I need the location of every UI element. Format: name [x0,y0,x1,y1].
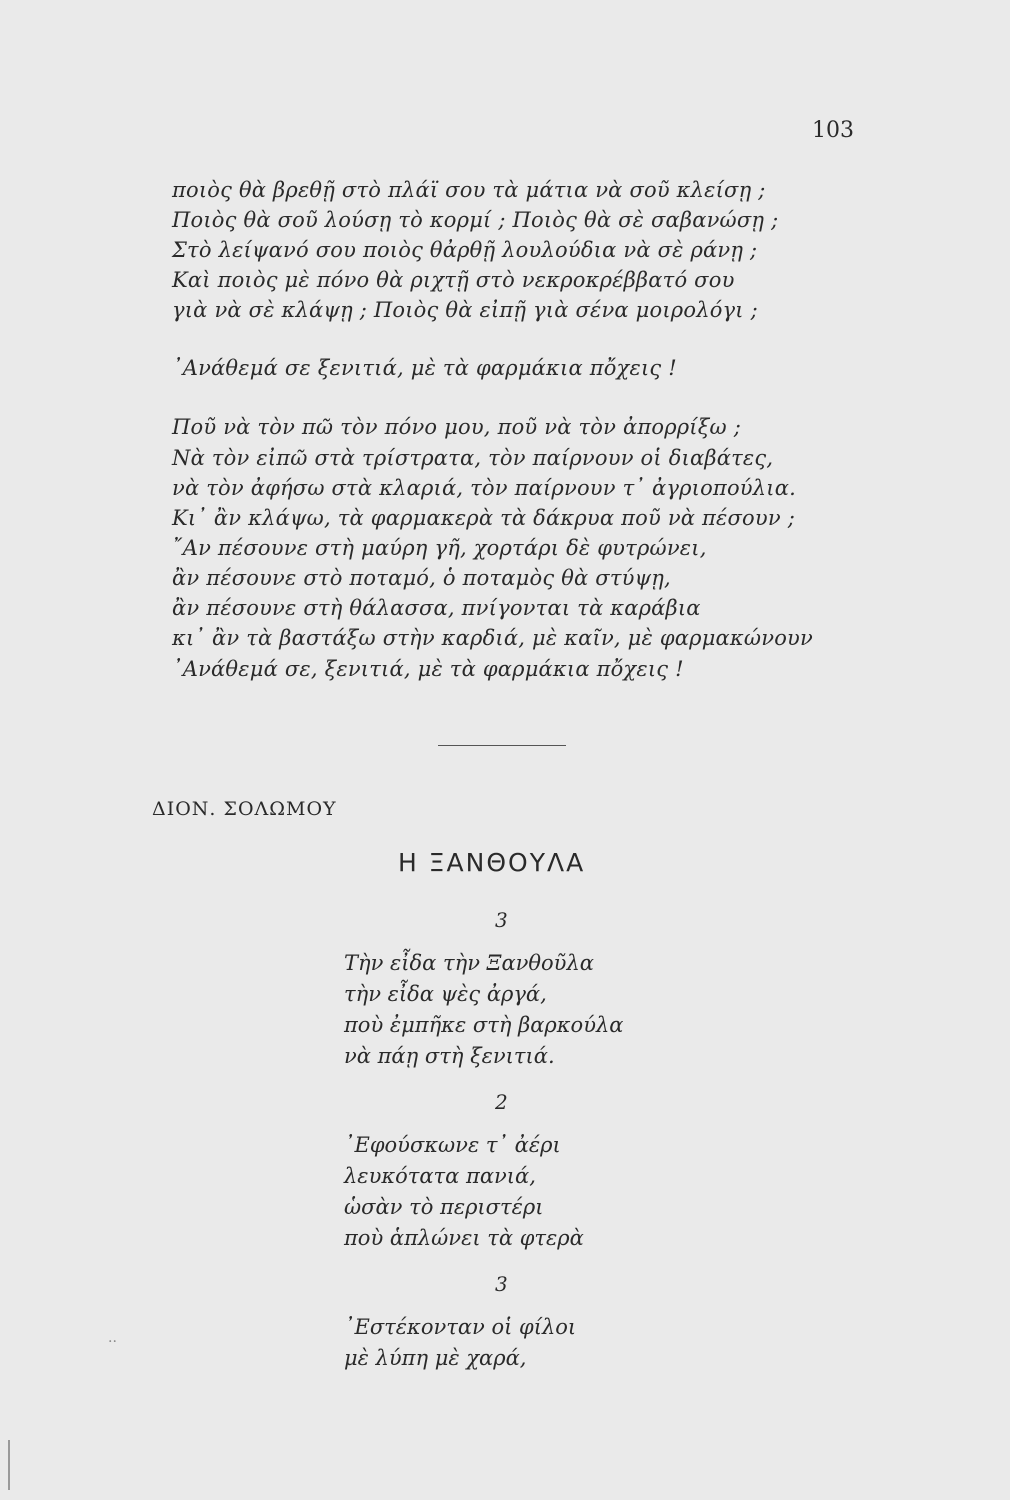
verse-line: ᾽Εφούσκωνε τ᾽ ἀέρι [344,1133,561,1157]
poem-line: κι᾽ ἂν τὰ βαστάξω στὴν καρδιά, μὲ καῖν, μὲ φαρμακώνουν [172,626,813,650]
poem-line: Κι᾽ ἂν κλάψω, τὰ φαρμακερὰ τὰ δάκρυα ποῦ νὰ πέσουν ; [172,506,795,530]
poem-title: Η ΞΑΝΘΟΥΛΑ [398,848,586,877]
section-divider [438,745,566,746]
verse-line: Τὴν εἶδα τὴν Ξανθοῦλα [344,951,594,975]
binding-edge-mark [8,1440,10,1490]
stanza-number: 3 [495,1272,508,1296]
verse-line: νὰ πάῃ στὴ ξενιτιά. [344,1044,555,1068]
poem-line: Στὸ λείψανό σου ποιὸς θἀρθῇ λουλούδια νὰ σὲ ράνῃ ; [172,238,758,262]
poem-line: Ποῦ νὰ τὸν πῶ τὸν πόνο μου, ποῦ νὰ τὸν ἀπορρίξω ; [172,415,741,439]
stanza-number: 2 [495,1090,508,1114]
poem-line: ἂν πέσουνε στὴ θάλασσα, πνίγονται τὰ καράβια [172,596,701,620]
author-name: ΔΙΟΝ. ΣΟΛΩΜΟΥ [152,798,337,820]
verse-line: ποὺ ἐμπῆκε στὴ βαρκούλα [344,1013,624,1037]
stanza-number: 3 [495,908,508,932]
verse-line: τὴν εἶδα ψὲς ἀργά, [344,982,547,1006]
poem-line: ἂν πέσουνε στὸ ποταμό, ὁ ποταμὸς θὰ στύψῃ, [172,566,671,590]
verse-line: ὡσὰν τὸ περιστέρι [344,1195,544,1219]
verse-line: ποὺ ἁπλώνει τὰ φτερὰ [344,1226,584,1250]
verse-line: λευκότατα πανιά, [344,1164,536,1188]
poem-line: ᾽Ανάθεμά σε ξενιτιά, μὲ τὰ φαρμάκια πὄχεις ! [172,356,677,380]
poem-line: Ποιὸς θὰ σοῦ λούσῃ τὸ κορμί ; Ποιὸς θὰ σὲ σαβανώσῃ ; [172,208,779,232]
margin-dots: .. [108,1330,117,1346]
poem-line: Καὶ ποιὸς μὲ πόνο θὰ ριχτῇ στὸ νεκροκρέββατό σου [172,268,735,292]
verse-line: μὲ λύπη μὲ χαρά, [344,1346,527,1370]
poem-line: ᾽Ανάθεμά σε, ξενιτιά, μὲ τὰ φαρμάκια πὄχεις ! [172,657,684,681]
page-number: 103 [812,118,854,143]
poem-line: ποιὸς θὰ βρεθῇ στὸ πλάϊ σου τὰ μάτια νὰ σοῦ κλείσῃ ; [172,178,766,202]
verse-line: ᾽Εστέκονταν οἱ φίλοι [344,1315,577,1339]
poem-line: ῎Αν πέσουνε στὴ μαύρη γῆ, χορτάρι δὲ φυτρώνει, [172,536,707,560]
poem-line: γιὰ νὰ σὲ κλάψῃ ; Ποιὸς θὰ εἰπῇ γιὰ σένα μοιρολόγι ; [172,298,758,322]
poem-line: νὰ τὸν ἀφήσω στὰ κλαριά, τὸν παίρνουν τ᾽ ἀγριοπούλια. [172,476,796,500]
poem-line: Νὰ τὸν εἰπῶ στὰ τρίστρατα, τὸν παίρνουν οἱ διαβάτες, [172,446,774,470]
